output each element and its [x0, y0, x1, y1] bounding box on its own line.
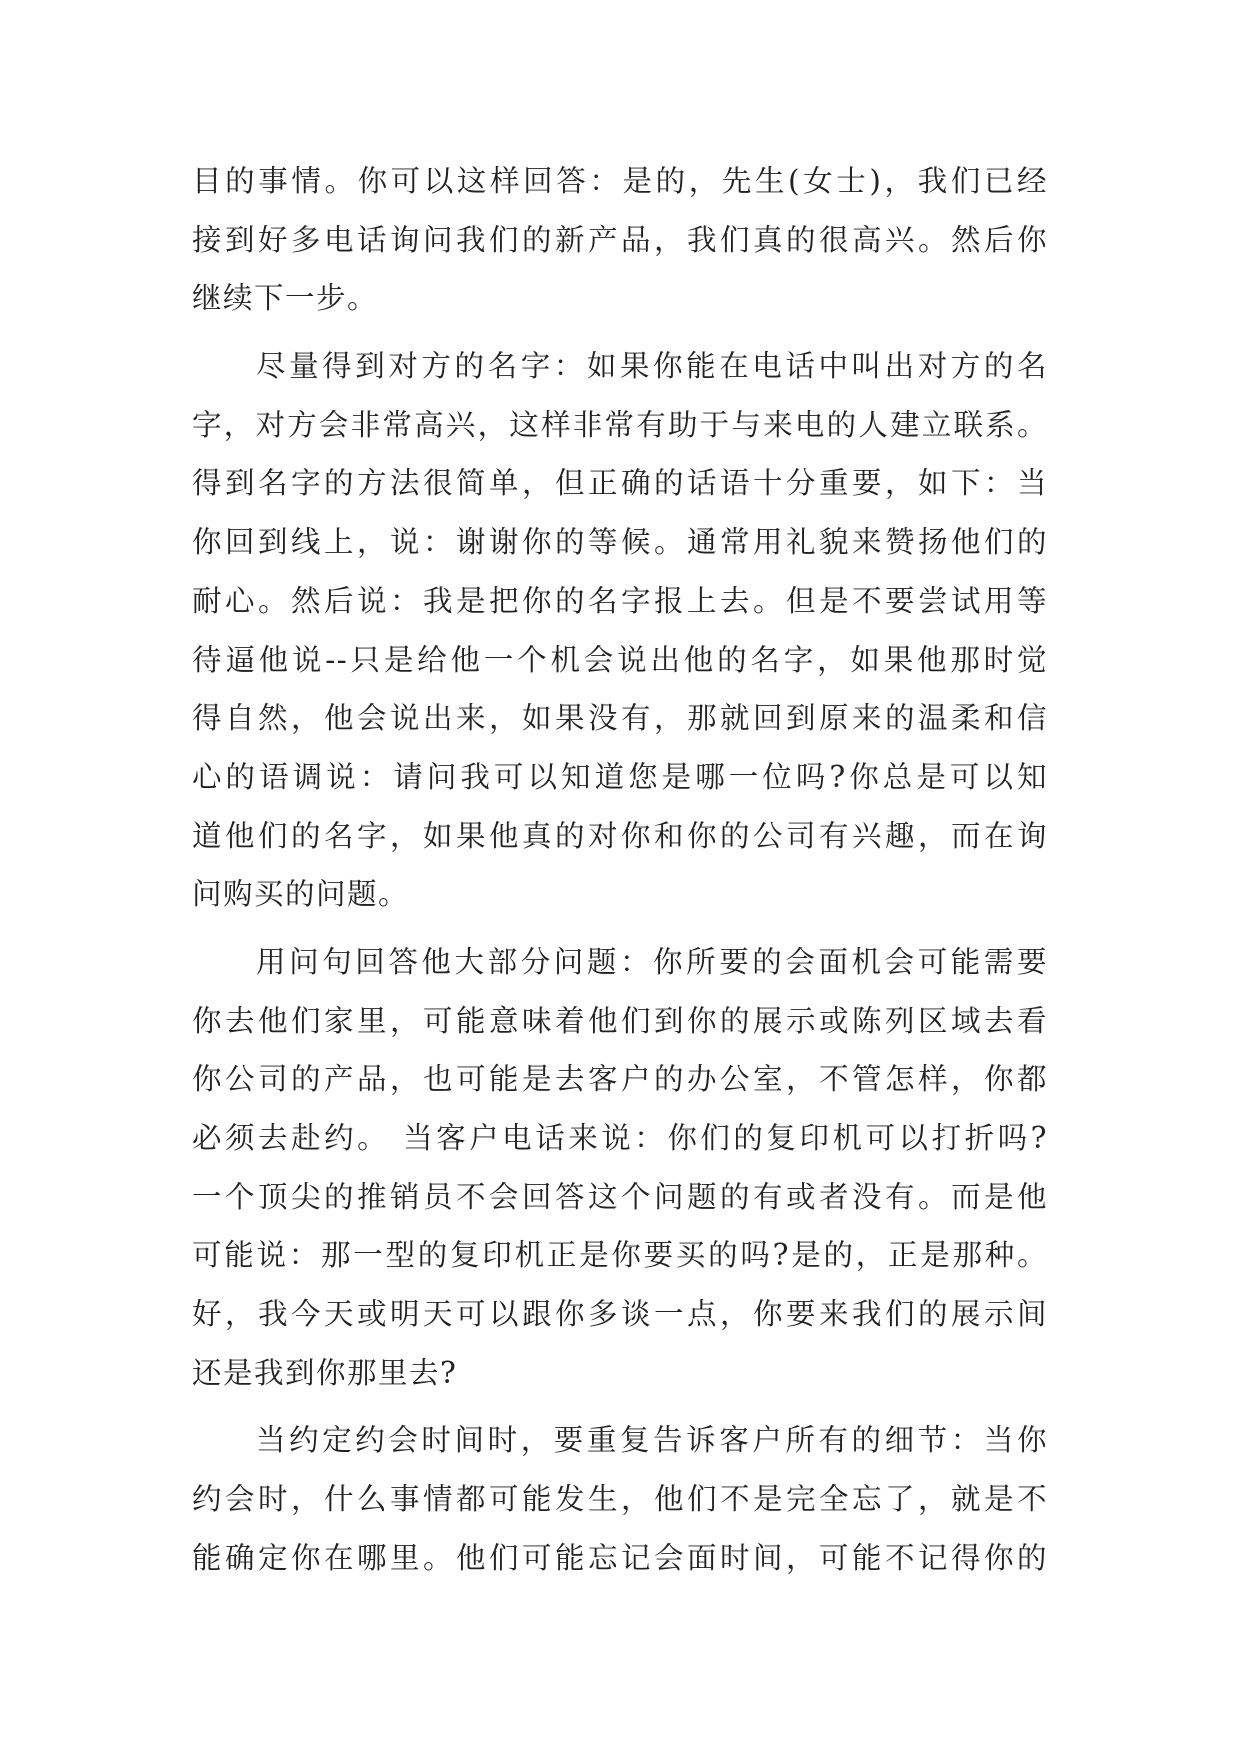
text-line: 继续下一步。	[192, 281, 379, 316]
text-line: 你去他们家里，可能意味着他们到你的展示或陈列区域去看	[192, 1003, 1048, 1038]
text-line: 问购买的问题。	[192, 877, 410, 912]
text-line: 当约定约会时间时，要重复告诉客户所有的细节：当你	[256, 1423, 1048, 1458]
text-line: 尽量得到对方的名字：如果你能在电话中叫出对方的名	[256, 349, 1048, 384]
text-line: 接到好多电话询问我们的新产品，我们真的很高兴。然后你	[192, 222, 1048, 257]
text-line: 必须去赴约。 当客户电话来说：你们的复印机可以打折吗?	[192, 1121, 1048, 1155]
text-line: 待逼他说--只是给他一个机会说出他的名字，如果他那时觉	[192, 642, 1048, 677]
text-line: 得到名字的方法很简单，但正确的话语十分重要，如下：当	[192, 466, 1048, 501]
text-line: 能确定你在哪里。他们可能忘记会面时间，可能不记得你的	[192, 1540, 1048, 1575]
text-line: 你回到线上，说：谢谢你的等候。通常用礼貌来赞扬他们的	[192, 525, 1048, 560]
text-line: 目的事情。你可以这样回答：是的，先生(女士)，我们已经	[192, 164, 1048, 198]
text-line: 道他们的名字，如果他真的对你和你的公司有兴趣，而在询	[192, 818, 1048, 853]
text-line: 心的语调说：请问我可以知道您是哪一位吗?你总是可以知	[192, 759, 1048, 794]
paragraph-spacer	[192, 1402, 1048, 1411]
paragraph	[192, 152, 1048, 328]
text-line: 得自然，他会说出来，如果没有，那就回到原来的温柔和信	[192, 701, 1048, 736]
text-line: 约会时，什么事情都可能发生，他们不是完全忘了，就是不	[192, 1482, 1048, 1517]
paragraph	[192, 1411, 1048, 1587]
document-body	[192, 152, 1048, 1588]
paragraph	[192, 337, 1048, 924]
text-line: 好，我今天或明天可以跟你多谈一点，你要来我们的展示间	[192, 1297, 1048, 1332]
text-line: 一个顶尖的推销员不会回答这个问题的有或者没有。而是他	[192, 1179, 1048, 1214]
paragraph-spacer	[192, 328, 1048, 337]
text-line: 还是我到你那里去?	[192, 1355, 458, 1390]
text-line: 耐心。然后说：我是把你的名字报上去。但是不要尝试用等	[192, 583, 1048, 618]
text-line: 可能说：那一型的复印机正是你要买的吗?是的，正是那种。	[192, 1238, 1048, 1273]
text-line: 用问句回答他大部分问题：你所要的会面机会可能需要	[256, 944, 1048, 979]
text-line: 你公司的产品，也可能是去客户的办公室，不管怎样，你都	[192, 1062, 1048, 1097]
text-line: 字，对方会非常高兴，这样非常有助于与来电的人建立联系。	[192, 407, 1048, 442]
paragraph	[192, 933, 1048, 1403]
paragraph-spacer	[192, 924, 1048, 933]
